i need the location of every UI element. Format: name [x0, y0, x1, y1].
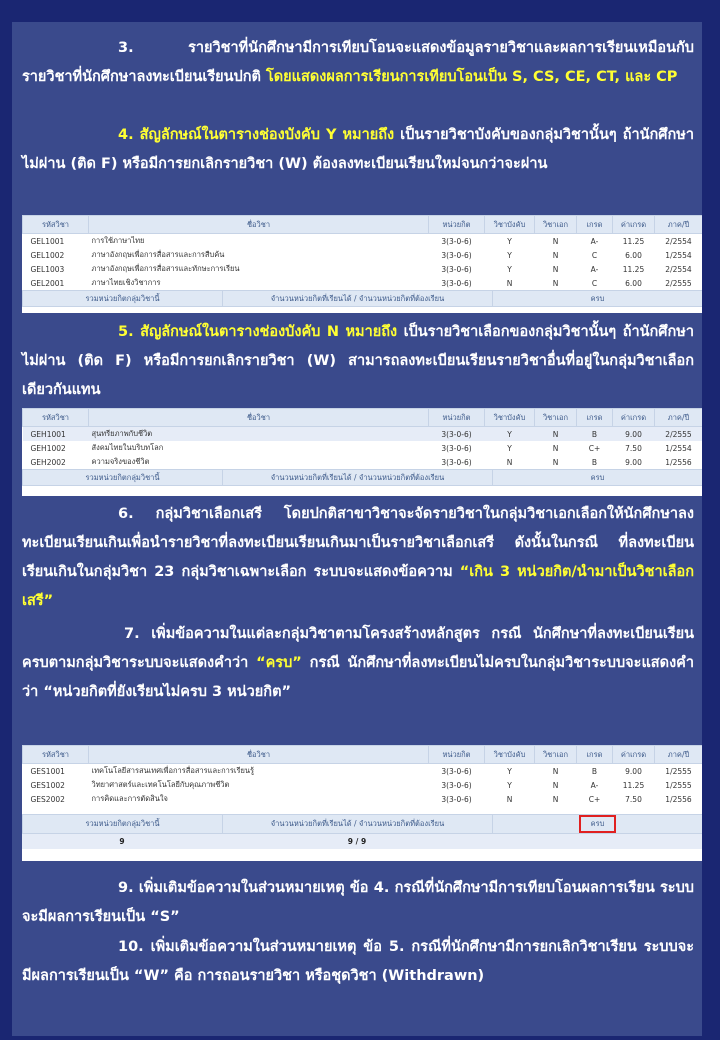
summary-header-row: รวมหน่วยกิตกลุ่มวิชานี้ จำนวนหน่วยกิตที่เรียนได้ / จำนวนหน่วยกิตที่ต้องเรียน ครบ: [23, 470, 703, 486]
table-row: GES1001 เทคโนโลยีสารสนเทศเพื่อการสื่อสารและการเรียนรู้ 3(3-0-6) Y N B 9.00 1/2555: [30, 766, 692, 776]
paragraph-10: 10. เพิ่มเติมข้อความในส่วนหมายเหตุ ข้อ 5. กรณีที่นักศึกษามีการยกเลิกวิชาเรียน ระบบจะมีผลการเรียนเป็น “W” คือ การถอนรายวิชา หรือชุดวิชา (Withdrawn): [22, 939, 694, 984]
paragraph-4: 4. สัญลักษณ์ในตารางช่องบังคับ Y หมายถึง เป็นรายวิชาบังคับของกลุ่มวิชานั้นๆ ถ้านักศึกษาไม่ผ่าน (ติด F) หรือมีการยกเลิกรายวิชา (W) ต้องลงทะเบียนเรียนใหม่จนกว่าจะผ่าน: [22, 127, 694, 172]
table-header-row: รหัสวิชา ชื่อวิชา หน่วยกิต วิชาบังคับ วิชาเอก เกรด ค่าเกรด ภาค/ปี: [23, 746, 703, 764]
paragraph-6: 6. กลุ่มวิชาเลือกเสรี โดยปกติสาขาวิชาจะจัดรายวิชาในกลุ่มวิชาเอกเลือกให้นักศึกษาลงทะเบียนเรียนเกินเพื่อนำรายวิชาที่ลงทะเบียนเรียนเกินมาเป็นรายวิชาเลือกเสรี ดังนั้นในกรณี ที่ลงทะเบียนเรียนเกินในกลุ่มวิชา 23 กลุ่มวิชาเฉพาะเลือก ระบบจะแสดงข้อความ “เกิน 3 หน่วยกิต/นำมาเป็นวิชาเลือกเสรี”: [22, 506, 694, 609]
summary-values-row: 9 9 / 9: [22, 834, 702, 849]
summary-header-row: รวมหน่วยกิตกลุ่มวิชานี้ จำนวนหน่วยกิตที่เรียนได้ / จำนวนหน่วยกิตที่ต้องเรียน ครบ: [23, 815, 703, 834]
grade-table-gel: [22, 215, 702, 313]
table-row: GEL1001 การใช้ภาษาไทย 3(3-0-6) Y N A- 11.25 2/2554: [30, 236, 692, 246]
table-row: GEH1001 สุนทรียภาพกับชีวิต 3(3-0-6) Y N B 9.00 2/2555: [23, 427, 703, 442]
table-row: GEL1003 ภาษาอังกฤษเพื่อการสื่อสารและทักษะการเรียน 3(3-0-6) Y N A- 11.25 2/2554: [30, 264, 692, 274]
grade-table-geh: [22, 408, 702, 496]
table-row: GES2002 การคิดและการตัดสินใจ 3(3-0-6) N N C+ 7.50 1/2556: [30, 794, 692, 804]
summary-header-row: รวมหน่วยกิตกลุ่มวิชานี้ จำนวนหน่วยกิตที่เรียนได้ / จำนวนหน่วยกิตที่ต้องเรียน ครบ: [23, 291, 703, 307]
complete-status-highlight: ครบ: [579, 815, 617, 833]
paragraph-3: 3. รายวิชาที่นักศึกษามีการเทียบโอนจะแสดงข้อมูลรายวิชาและผลการเรียนเหมือนกับรายวิชาที่นักศึกษาลงทะเบียนเรียนปกติ โดยแสดงผลการเรียนการเทียบโอนเป็น S, CS, CE, CT, และ CP: [22, 40, 694, 85]
paragraph-7: 7. เพิ่มข้อความในแต่ละกลุ่มวิชาตามโครงสร้างหลักสูตร กรณี นักศึกษาที่ลงทะเบียนเรียนครบตามกลุ่มวิชาระบบจะแสดงคำว่า “ครบ” กรณี นักศึกษาที่ลงทะเบียนไม่ครบในกลุ่มวิชาระบบจะแสดงคำว่า “หน่วยกิตที่ยังเรียนไม่ครบ 3 หน่วยกิต”: [22, 626, 695, 700]
grade-table-ges: [22, 745, 702, 861]
paragraph-9: 9. เพิ่มเติมข้อความในส่วนหมายเหตุ ข้อ 4. กรณีที่นักศึกษามีการเทียบโอนผลการเรียน ระบบจะมีผลการเรียนเป็น “S”: [22, 880, 694, 925]
table-row: GEH2002 ความจริงของชีวิต 3(3-0-6) N N B 9.00 1/2556: [30, 457, 692, 467]
paragraph-5: 5. สัญลักษณ์ในตารางช่องบังคับ N หมายถึง เป็นรายวิชาเลือกของกลุ่มวิชานั้นๆ ถ้านักศึกษาไม่ผ่าน (ติด F) หรือมีการยกเลิกรายวิชา (W) สามารถลงทะเบียนเรียนรายวิชาอื่นที่อยู่ในกลุ่มวิชาเลือกเดียวกันแทน: [22, 324, 694, 398]
table-header-row: รหัสวิชา ชื่อวิชา หน่วยกิต วิชาบังคับ วิชาเอก เกรด ค่าเกรด ภาค/ปี: [23, 409, 703, 427]
table-row: GEL1002 ภาษาอังกฤษเพื่อการสื่อสารและการสืบค้น 3(3-0-6) Y N C 6.00 1/2554: [30, 250, 692, 260]
table-row: GES1002 วิทยาศาสตร์และเทคโนโลยีกับคุณภาพชีวิต 3(3-0-6) Y N A- 11.25 1/2555: [30, 780, 692, 790]
document-page: [12, 22, 702, 1036]
table-header-row: รหัสวิชา ชื่อวิชา หน่วยกิต วิชาบังคับ วิชาเอก เกรด ค่าเกรด ภาค/ปี: [23, 216, 703, 234]
table-row: GEL2001 ภาษาไทยเชิงวิชาการ 3(3-0-6) N N C 6.00 2/2555: [30, 278, 692, 288]
table-row: GEH1002 สังคมไทยในบริบทโลก 3(3-0-6) Y N C+ 7.50 1/2554: [30, 443, 692, 453]
